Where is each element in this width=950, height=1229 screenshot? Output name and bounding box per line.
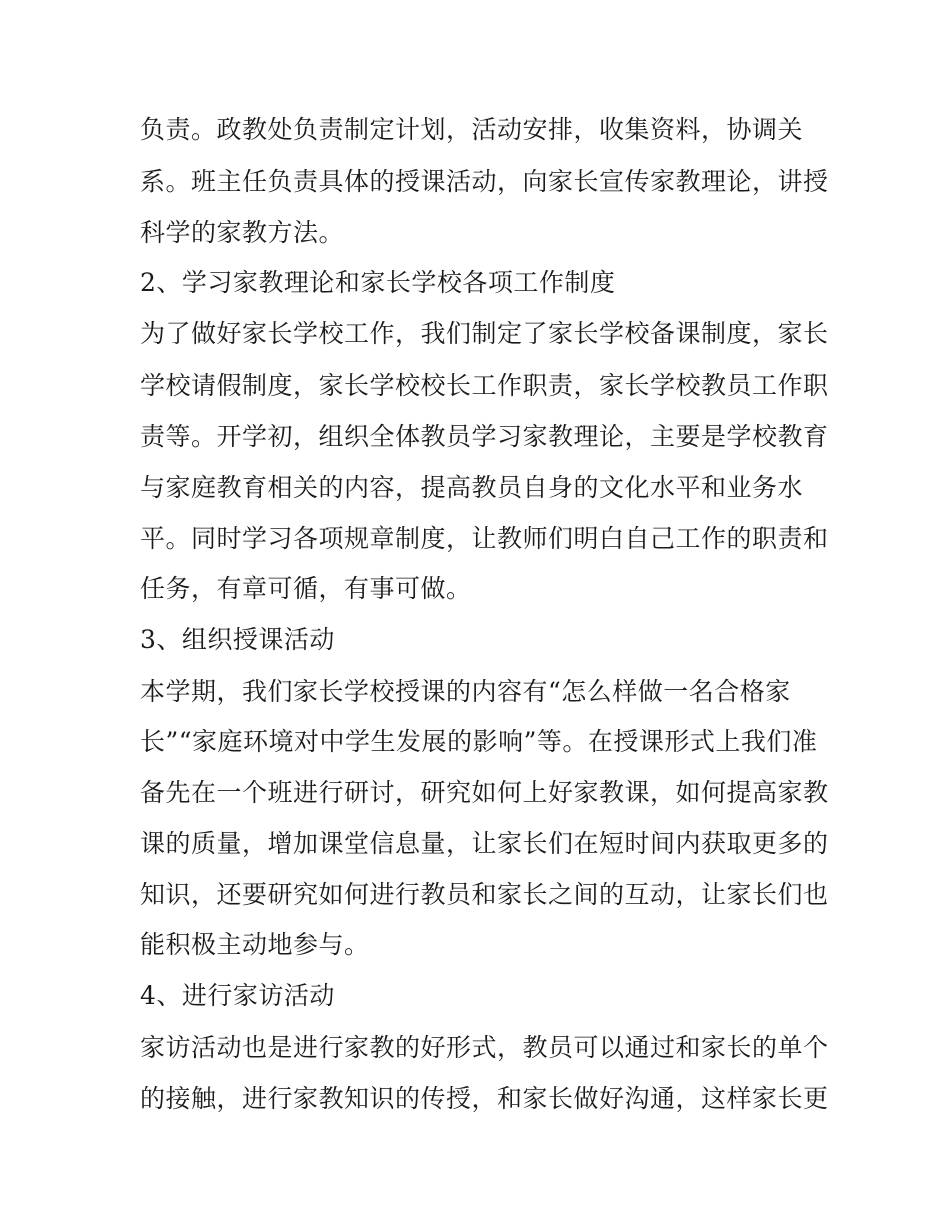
text-line: 备先在一个班进行研讨，研究如何上好家教课，如何提高家教 (140, 778, 829, 807)
text-line: 为了做好家长学校工作，我们制定了家长学校备课制度，家长 (140, 319, 829, 348)
text-line: 学校请假制度，家长学校校长工作职责，家长学校教员工作职 (140, 371, 829, 400)
section-heading: 2、学习家教理论和家长学校各项工作制度 (140, 268, 616, 297)
text-line: 系。班主任负责具体的授课活动，向家长宣传家教理论，讲授 (140, 167, 829, 196)
text-line: 知识，还要研究如何进行教员和家长之间的互动，让家长们也 (140, 880, 829, 909)
text-line: 责等。开学初，组织全体教员学习家教理论，主要是学校教育 (140, 422, 829, 451)
text-line: 长”“家庭环境对中学生发展的影响”等。在授课形式上我们准 (140, 727, 818, 756)
text-line: 能积极主动地参与。 (140, 930, 370, 959)
text-line: 负责。政教处负责制定计划，活动安排，收集资料，协调关 (140, 115, 804, 144)
text-line: 课的质量，增加课堂信息量，让家长们在短时间内获取更多的 (140, 829, 829, 858)
section-heading: 3、组织授课活动 (140, 625, 335, 654)
text-line: 任务，有章可循，有事可做。 (140, 574, 472, 603)
text-line: 科学的家教方法。 (140, 218, 345, 247)
text-line: 家访活动也是进行家教的好形式，教员可以通过和家长的单个 (140, 1033, 829, 1062)
text-line: 的接触，进行家教知识的传授，和家长做好沟通，这样家长更 (140, 1084, 829, 1113)
section-heading: 4、进行家访活动 (140, 981, 335, 1010)
text-line: 平。同时学习各项规章制度，让教师们明白自己工作的职责和 (140, 524, 829, 553)
text-line: 本学期，我们家长学校授课的内容有“怎么样做一名合格家 (140, 677, 791, 706)
text-line: 与家庭教育相关的内容，提高教员自身的文化水平和业务水 (140, 473, 804, 502)
